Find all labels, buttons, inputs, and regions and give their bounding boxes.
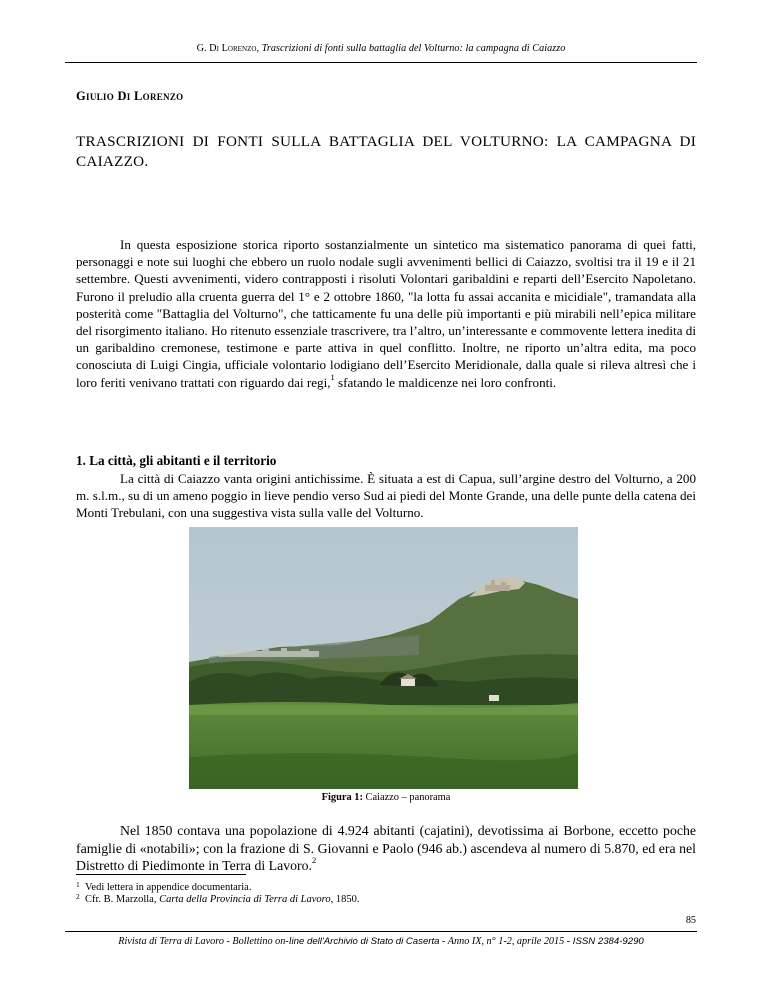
author-name: Giulio Di Lorenzo [76,89,184,103]
page-number: 85 [685,915,696,926]
footnote-ref-1[interactable]: 1 [330,372,335,383]
footnote-ref-2[interactable]: 2 [311,855,317,866]
header-author: G. Di Lorenzo [196,43,257,54]
figure-caption [76,792,696,803]
footnote-2-prefix: Cfr. B. Marzolla, [85,894,160,905]
running-header: G. Di Lorenzo, Trascrizioni di fonti sulla battaglia del Volturno: la campagna di Caiazzo [196,43,566,54]
footnote-1-text: Vedi lettera in appendice documentaria. [85,882,252,893]
footer-issue: - Anno IX, n° 1-2, aprile 2015 - [439,936,571,947]
intro-text: In questa esposizione storica riporto sostanzialmente un sintetico ma sistematico panorama di quei fatti, personaggi e note sui luoghi che ebbero un ruolo nodale sugli avvenimenti bellici di Caiazzo, svoltisi tra il 19 e il 21 settembre. Questi avvenimenti, videro contrapposti i risoluti Volontari garibaldini e reparti dell’Esercito Napoletano. Furono il preludio alla cruenta guerra del 1° e 2 ottobre 1860, "la lotta fu assai accanita e micidiale", tramandata alla posterità come "Battaglia del Volturno", che tatticamente fu una delle più importanti e più mirabili nell’epica militare del risorgimento italiano. Ho ritenuto essenziale trascrivere, tra l’altro, un’interessante e commovente lettera inedita di un garibaldino cremonese, testimone e parte attiva in quel conflitto. Inoltre, ne riporto un’altra edita, ma poco conosciuta di Luigi Cingia, ufficiale volontario lodigiano dell’Esercito Meridionale, dalla quale si rileva altresì che i loro feriti venivano trattati con riguardo dai regi, [76,237,696,390]
footnote-rule [76,874,246,875]
footer-journal: Rivista di Terra di Lavoro - Bollettino on-l [118,936,292,947]
footer-archive: ine dell'Archivio di Stato di Caserta [291,936,440,947]
panorama-photo [189,527,578,789]
footnote-2 [76,891,359,906]
intro-text-end: sfatando le maldicenze nei loro confronti. [334,374,557,390]
population-text: Nel 1850 contava una popolazione di 4.924 abitanti (cajatini), devotissima ai Borbone, eccetto poche famiglie di «notabili»; con la frazione di S. Giovanni e Paolo (946 ab.) ascendeva al numero di 5.870, ed era nel Distretto di Piedimonte in Terra di Lavoro. [76,823,696,873]
header-title: Trascrizioni di fonti sulla battaglia del Volturno: la campagna di Caiazzo [261,43,566,54]
section-heading: 1. La città, gli abitanti e il territorio [76,453,277,468]
footnote-2-suffix: 1850. [333,894,360,905]
footer-rule [65,931,697,932]
intro-paragraph [76,236,696,391]
journal-footer [65,936,697,947]
footnote-2-italic: Carta della Provincia di Terra di Lavoro, [159,894,334,905]
population-paragraph [76,822,696,875]
section-paragraph: La città di Caiazzo vanta origini antichissime. È situata a est di Capua, sull’argine destro del Volturno, a 200 m. s.l.m., su di un ameno poggio in lieve pendio verso Sud ai piedi del Monte Grande, una delle punte della catena dei Monti Trebulani, con una suggestiva vista sulla valle del Volturno. [76,471,696,521]
footnote-1-number: 1 [76,880,80,889]
figure-caption-text: Caiazzo – panorama [365,792,451,803]
footer-issn: ISSN 2384-9290 [570,936,644,947]
footnote-2-number: 2 [76,892,80,901]
figure-label: Figura 1: [321,792,363,803]
panorama-image [189,527,578,789]
header-rule [65,62,697,63]
article-title: TRASCRIZIONI DI FONTI SULLA BATTAGLIA DEL VOLTURNO: LA CAMPAGNA DI CAIAZZO. [76,133,696,170]
